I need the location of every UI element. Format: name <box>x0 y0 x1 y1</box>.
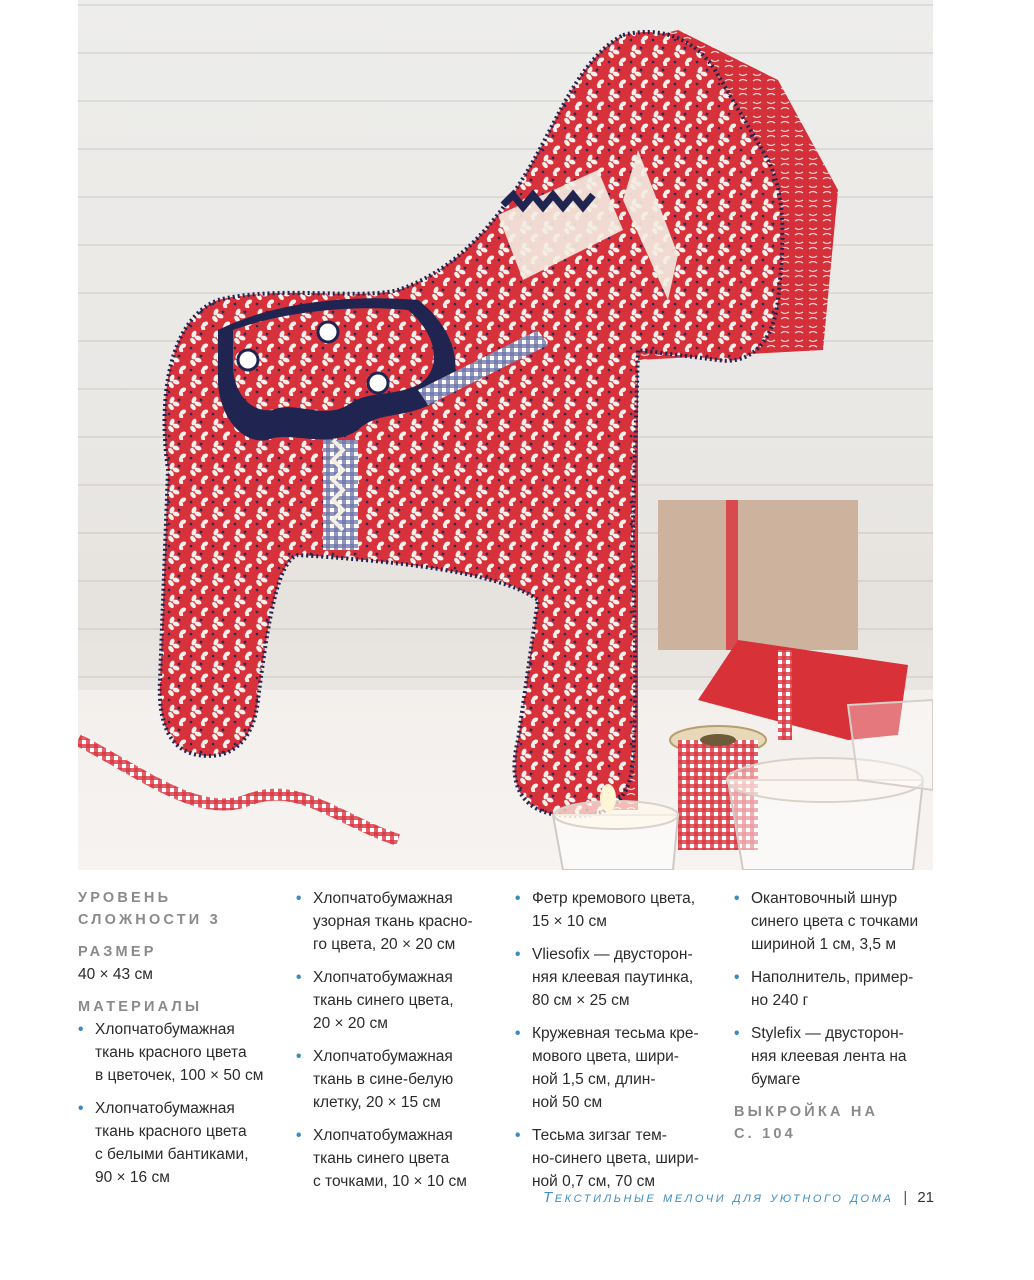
hero-photo <box>78 0 933 870</box>
book-title: Текстильные мелочи для уютного дома <box>542 1189 894 1206</box>
list-item: • Кружевная тесьма кре- мового цвета, шири- ной 1,5 см, длин- ной 50 см <box>515 1022 720 1114</box>
list-item: • Хлопчатобумажная узорная ткань красно- го цвета, 20 × 20 см <box>296 887 496 956</box>
photo-illustration <box>78 0 933 870</box>
difficulty-heading-line1: УРОВЕНЬ <box>78 890 172 906</box>
list-item: • Stylefix — двусторон- няя клеевая лента на бумаге <box>734 1022 934 1091</box>
glass-back <box>848 700 933 790</box>
ribbon <box>78 740 398 840</box>
list-item: • Хлопчатобумажная ткань красного цвета с белыми бантиками, 90 × 16 см <box>78 1097 278 1189</box>
list-item: • Vliesofix — двусторон- няя клеевая паутинка, 80 см × 25 см <box>515 943 720 1012</box>
info-column-4 <box>734 887 934 1145</box>
list-item: • Хлопчатобумажная ткань синего цвета с точками, 10 × 10 см <box>296 1124 496 1193</box>
materials-list-3 <box>515 887 720 1193</box>
kraft-gift-box <box>658 500 858 650</box>
page-number: 21 <box>917 1189 934 1206</box>
page-footer <box>0 1187 934 1209</box>
materials-list-4 <box>734 887 934 1091</box>
list-item: • Хлопчатобумажная ткань красного цвета в цветочек, 100 × 50 см <box>78 1018 278 1087</box>
materials-list-1 <box>78 1018 278 1189</box>
size-value: 40 × 43 см <box>78 966 153 983</box>
list-item: • Окантовочный шнур синего цвета с точками шириной 1 см, 3,5 м <box>734 887 934 956</box>
list-item: • Хлопчатобумажная ткань в сине-белую клетку, 20 × 15 см <box>296 1045 496 1114</box>
size-heading: РАЗМЕР <box>78 944 157 960</box>
info-column-1 <box>78 887 278 1199</box>
list-item: • Тесьма зигзаг тем- но-синего цвета, шири- ной 0,7 см, 70 см <box>515 1124 720 1193</box>
materials-list-2 <box>296 887 496 1193</box>
difficulty-heading <box>78 887 278 931</box>
pattern-heading-line1: ВЫКРОЙКА НА <box>734 1104 879 1120</box>
difficulty-heading-line2: СЛОЖНОСТИ 3 <box>78 912 221 928</box>
pattern-heading-line2: С. 104 <box>734 1126 796 1142</box>
list-item: • Хлопчатобумажная ткань синего цвета, 20 × 20 см <box>296 966 496 1035</box>
footer-separator: | <box>903 1189 908 1206</box>
list-item: • Фетр кремового цвета, 15 × 10 см <box>515 887 720 933</box>
materials-heading: МАТЕРИАЛЫ <box>78 999 203 1015</box>
pattern-heading <box>734 1101 934 1145</box>
list-item: • Наполнитель, пример- но 240 г <box>734 966 934 1012</box>
info-column-3 <box>515 887 720 1203</box>
info-column-2 <box>296 887 496 1203</box>
